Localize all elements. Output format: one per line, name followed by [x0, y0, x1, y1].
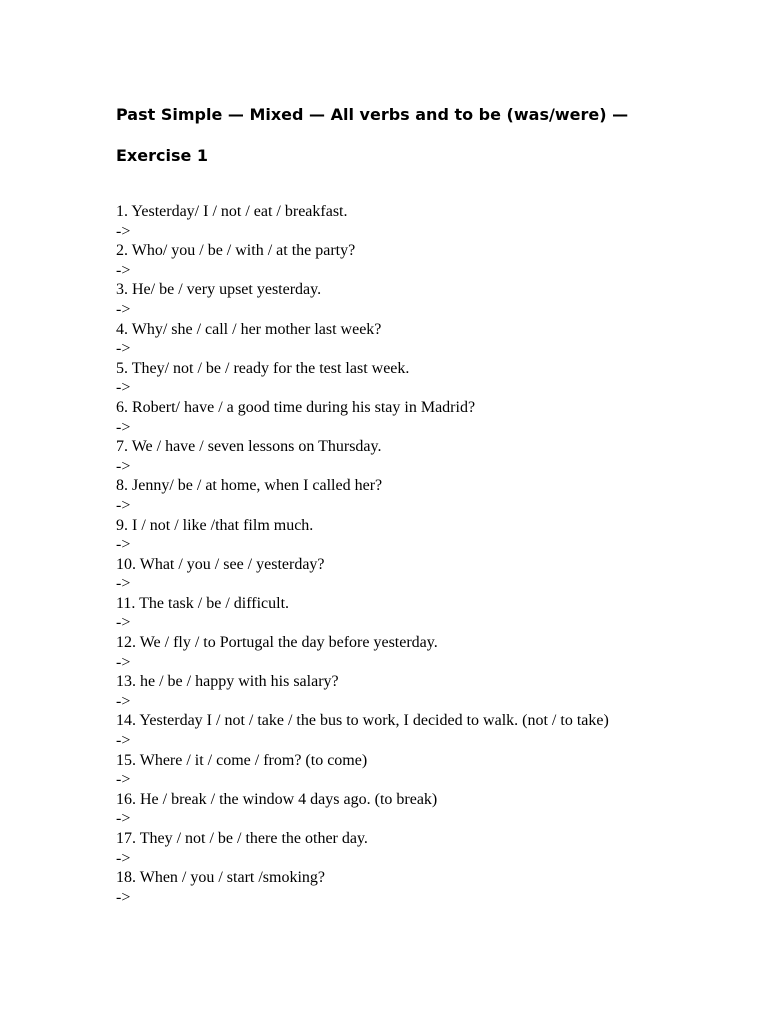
exercise-list	[116, 202, 656, 907]
exercise-question: 3. He/ be / very upset yesterday.	[116, 281, 322, 299]
exercise-item	[116, 672, 656, 711]
exercise-question: 11. The task / be / difficult.	[116, 594, 290, 612]
answer-prompt: ->	[116, 379, 131, 397]
answer-prompt: ->	[116, 575, 131, 593]
answer-prompt: ->	[116, 771, 131, 789]
exercise-item	[116, 516, 656, 555]
exercise-question: 14. Yesterday I / not / take / the bus to work, I decided to walk. (not / to take)	[116, 712, 609, 730]
answer-prompt: ->	[116, 340, 131, 358]
exercise-item	[116, 398, 656, 437]
answer-prompt: ->	[116, 536, 131, 554]
exercise-question: 7. We / have / seven lessons on Thursday.	[116, 438, 382, 456]
exercise-item	[116, 633, 656, 672]
worksheet-title: Past Simple — Mixed — All verbs and to be (was/were) —	[116, 105, 629, 124]
answer-prompt: ->	[116, 496, 131, 514]
answer-prompt: ->	[116, 692, 131, 710]
answer-prompt: ->	[116, 849, 131, 867]
exercise-item	[116, 320, 656, 359]
exercise-question: 8. Jenny/ be / at home, when I called her?	[116, 477, 383, 495]
answer-prompt: ->	[116, 261, 131, 279]
exercise-item	[116, 437, 656, 476]
exercise-item	[116, 241, 656, 280]
exercise-item	[116, 751, 656, 790]
exercise-item	[116, 594, 656, 633]
exercise-item	[116, 868, 656, 907]
exercise-question: 4. Why/ she / call / her mother last week?	[116, 320, 382, 338]
exercise-question: 6. Robert/ have / a good time during his stay in Madrid?	[116, 398, 476, 416]
exercise-question: 2. Who/ you / be / with / at the party?	[116, 242, 356, 260]
answer-prompt: ->	[116, 810, 131, 828]
exercise-item	[116, 476, 656, 515]
exercise-question: 10. What / you / see / yesterday?	[116, 555, 325, 573]
exercise-question: 18. When / you / start /smoking?	[116, 869, 326, 887]
exercise-item	[116, 280, 656, 319]
answer-prompt: ->	[116, 653, 131, 671]
exercise-question: 5. They/ not / be / ready for the test last week.	[116, 359, 410, 377]
exercise-item	[116, 555, 656, 594]
answer-prompt: ->	[116, 614, 131, 632]
answer-prompt: ->	[116, 888, 131, 906]
exercise-heading: Exercise 1	[116, 146, 209, 165]
exercise-item	[116, 202, 656, 241]
answer-prompt: ->	[116, 222, 131, 240]
answer-prompt: ->	[116, 732, 131, 750]
exercise-question: 9. I / not / like /that film much.	[116, 516, 314, 534]
answer-prompt: ->	[116, 457, 131, 475]
answer-prompt: ->	[116, 418, 131, 436]
exercise-question: 12. We / fly / to Portugal the day before yesterday.	[116, 634, 438, 652]
exercise-question: 15. Where / it / come / from? (to come)	[116, 751, 368, 769]
exercise-question: 13. he / be / happy with his salary?	[116, 673, 339, 691]
exercise-question: 1. Yesterday/ I / not / eat / breakfast.	[116, 203, 348, 220]
exercise-item	[116, 711, 656, 750]
exercise-question: 17. They / not / be / there the other day.	[116, 830, 368, 847]
answer-prompt: ->	[116, 300, 131, 318]
exercise-question: 16. He / break / the window 4 days ago. (to break)	[116, 790, 438, 808]
exercise-item	[116, 790, 656, 829]
exercise-item	[116, 359, 656, 398]
exercise-item	[116, 829, 656, 868]
